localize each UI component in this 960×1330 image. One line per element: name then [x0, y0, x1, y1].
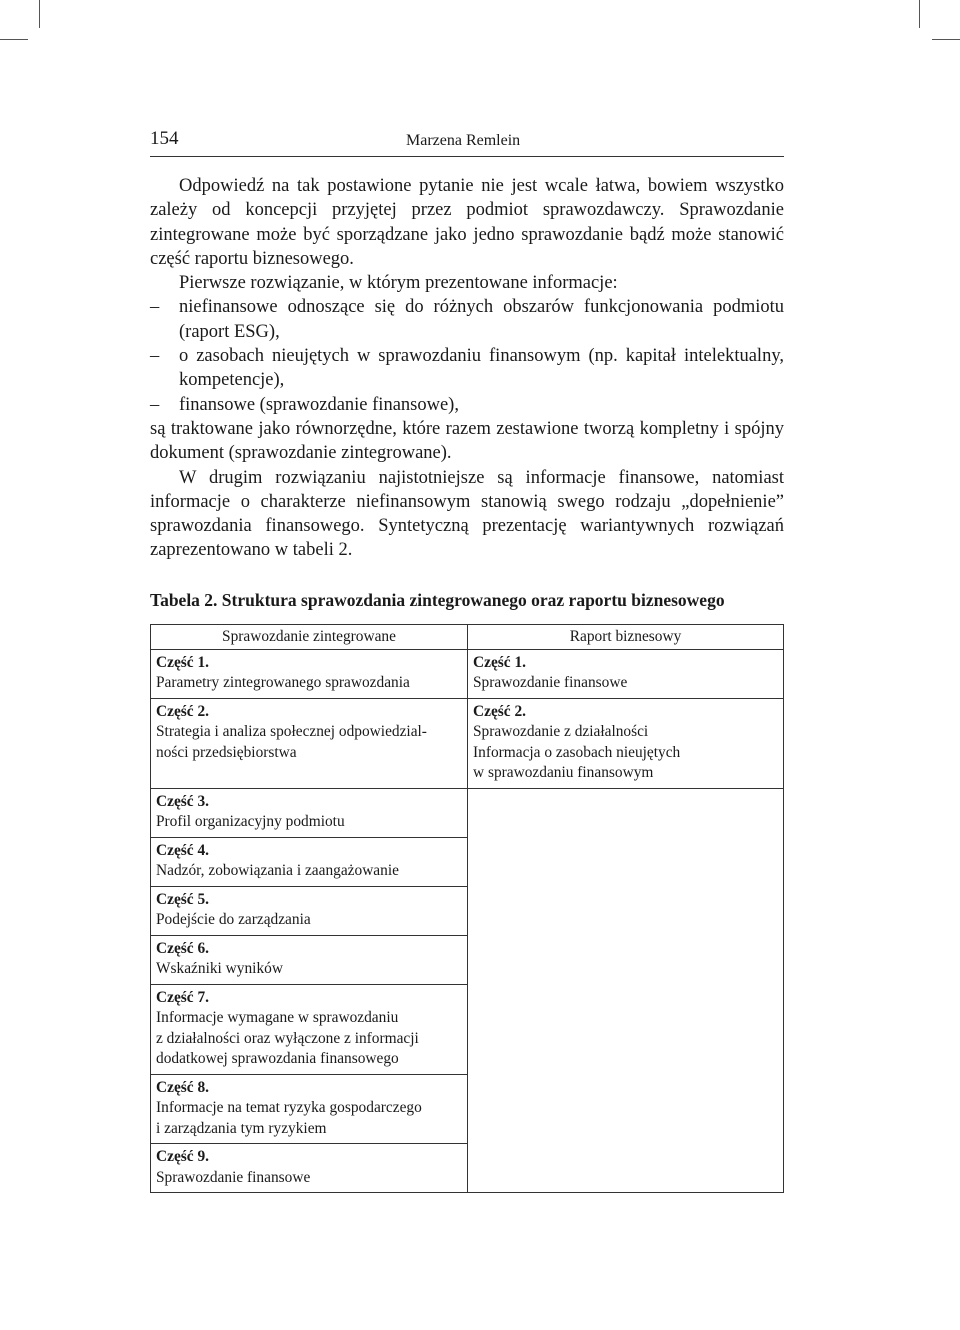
section-text-line: Strategia i analiza społecznej odpowiedzial- — [156, 723, 427, 740]
section-label: Część 2. — [473, 702, 526, 720]
section-text-line: Podejście do zarządzania — [156, 911, 311, 928]
integrated-report-cell — [151, 984, 468, 1074]
dash-bullet: – — [150, 394, 160, 415]
section-label: Część 8. — [156, 1078, 209, 1096]
column-header-business-report: Raport biznesowy — [468, 625, 784, 650]
crop-mark-right-top — [932, 39, 960, 40]
section-text-line: Wskaźniki wyników — [156, 960, 283, 977]
bullet-list — [150, 295, 784, 416]
section-text-line: ności przedsiębiorstwa — [156, 743, 297, 761]
section-label: Część 3. — [156, 792, 209, 810]
section-text-line: Informacja o zasobach nieujętych — [473, 743, 681, 761]
crop-mark-top-left — [39, 0, 40, 28]
list-item — [150, 344, 784, 393]
table-row — [151, 788, 784, 837]
running-header — [150, 128, 784, 157]
integrated-report-cell — [151, 886, 468, 935]
section-text-line: i zarządzania tym ryzykiem — [156, 1119, 327, 1137]
business-report-empty-cell — [468, 788, 784, 1193]
list-item-text: niefinansowe odnoszące się do różnych obszarów funkcjonowania podmiotu (raport ESG), — [179, 297, 784, 342]
section-text-line: Nadzór, zobowiązania i zaangażowanie — [156, 862, 399, 879]
section-label: Część 9. — [156, 1148, 209, 1165]
section-text-line: Sprawozdanie z działalności — [473, 723, 649, 740]
paragraph-1: Odpowiedź na tak postawione pytanie nie jest wcale łatwa, bowiem wszystko zależy od koncepcji przyjętej przez podmiot sprawozdawczy. Sprawozdanie zintegrowane może być sporządzane jako jedno sprawozdanie bądź może stanowić część raportu biznesowego. — [150, 176, 784, 269]
page-number: 154 — [150, 128, 179, 149]
paragraph-2: Pierwsze rozwiązanie, w którym prezentowane informacje: — [179, 273, 618, 294]
list-item — [150, 393, 784, 417]
paragraph-3: są traktowane jako równorzędne, które razem zestawione tworzą kompletny i spójny dokument (sprawozdanie zintegrowane). — [150, 418, 784, 464]
running-header-author: Marzena Remlein — [406, 132, 521, 149]
section-label: Część 7. — [156, 988, 209, 1006]
section-text-line: Informacje na temat ryzyka gospodarczego — [156, 1099, 422, 1116]
section-text-line: z działalności oraz wyłączone z informacji — [156, 1029, 419, 1047]
section-text-line: w sprawozdaniu finansowym — [473, 764, 654, 781]
integrated-report-cell — [151, 837, 468, 886]
list-item-text: o zasobach nieujętych w sprawozdaniu finansowym (np. kapitał intelektualny, kompetencje), — [179, 346, 784, 391]
section-label: Część 5. — [156, 890, 209, 908]
business-report-cell — [468, 649, 784, 698]
crop-mark-top-right — [919, 0, 920, 28]
column-header-integrated-report: Sprawozdanie zintegrowane — [151, 625, 468, 650]
section-label: Część 4. — [156, 841, 209, 859]
crop-mark-left-top — [0, 39, 28, 40]
section-text-line: dodatkowej sprawozdania finansowego — [156, 1050, 399, 1067]
table-row — [151, 698, 784, 788]
spacer — [156, 763, 462, 783]
section-text-line: Parametry zintegrowanego sprawozdania — [156, 674, 410, 691]
section-label: Część 1. — [473, 653, 526, 671]
section-label: Część 1. — [156, 653, 209, 671]
dash-bullet: – — [150, 297, 160, 318]
integrated-report-cell — [151, 935, 468, 984]
integrated-report-cell — [151, 788, 468, 837]
dash-bullet: – — [150, 346, 160, 367]
table-caption: Tabela 2. Struktura sprawozdania zintegrowanego oraz raportu biznesowego — [150, 590, 725, 610]
business-report-cell — [468, 698, 784, 788]
table-row — [151, 649, 784, 698]
paragraph-4: W drugim rozwiązaniu najistotniejsze są informacje finansowe, natomiast informacje o charakterze niefinansowym stanowią swego rodzaju „dopełnienie” sprawozdania finansowego. Syntetyczną prezentację wariantywnych rozwiązań zaprezentowano w tabeli 2. — [150, 467, 784, 561]
list-item — [150, 295, 784, 344]
table-header-row — [151, 625, 784, 650]
section-text-line: Sprawozdanie finansowe — [156, 1168, 311, 1186]
section-text-line: Informacje wymagane w sprawozdaniu — [156, 1009, 399, 1026]
integrated-report-cell — [151, 1144, 468, 1193]
integrated-report-cell — [151, 649, 468, 698]
integrated-report-cell — [151, 698, 468, 788]
integrated-report-cell — [151, 1074, 468, 1144]
section-label: Część 6. — [156, 939, 209, 957]
structure-table — [150, 624, 784, 1193]
section-label: Część 2. — [156, 702, 209, 720]
table-body — [151, 649, 784, 1193]
list-item-text: finansowe (sprawozdanie finansowe), — [179, 394, 459, 415]
body-text — [150, 174, 784, 563]
section-text-line: Profil organizacyjny podmiotu — [156, 813, 345, 830]
book-page — [150, 128, 784, 1186]
section-text-line: Sprawozdanie finansowe — [473, 674, 628, 691]
